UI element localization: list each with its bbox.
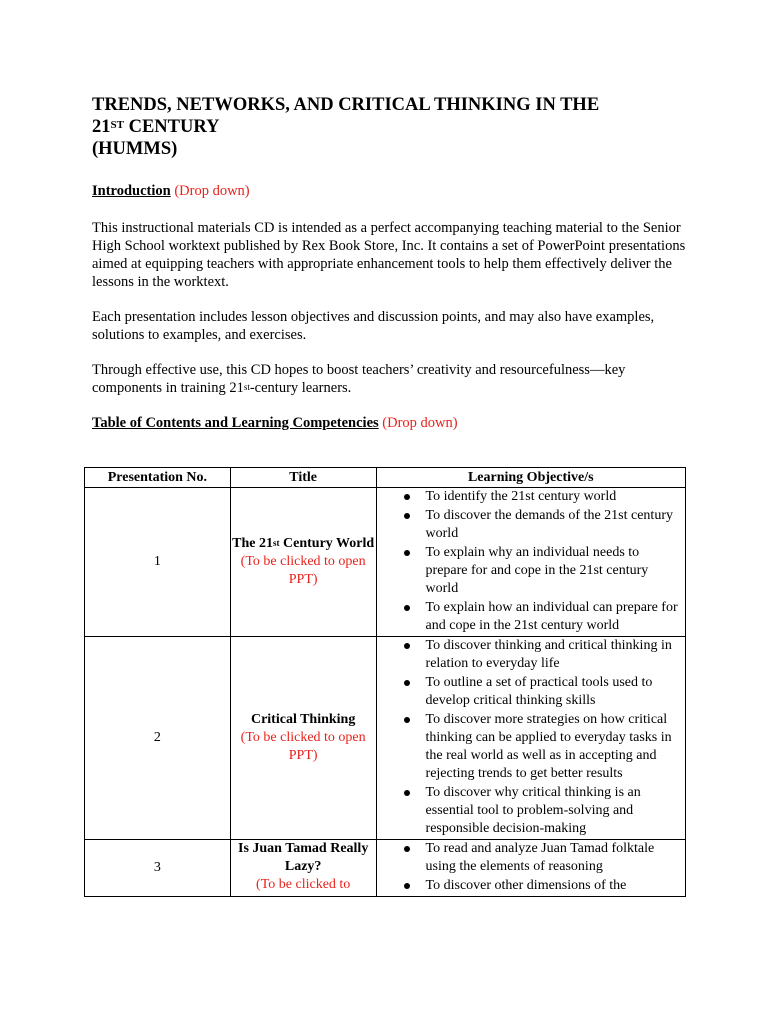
objectives-cell	[376, 840, 685, 897]
objectives-cell	[376, 488, 685, 637]
intro-paragraph-2: Each presentation includes lesson objectives and discussion points, and may also have examples, solutions to examples, and exercises.	[92, 309, 655, 343]
presentation-title-cell	[230, 840, 376, 897]
bullet-icon	[404, 605, 410, 611]
presentation-number: 1	[85, 488, 231, 637]
presentation-title: Critical Thinking	[250, 712, 356, 727]
header-presentation-number: Presentation No.	[85, 468, 231, 488]
objective-item	[377, 599, 685, 635]
objective-text: To discover other dimensions of the	[425, 878, 627, 893]
document-title	[92, 94, 712, 160]
intro-paragraph-3	[92, 361, 692, 397]
open-ppt-link[interactable]: (To be clicked to open PPT)	[240, 730, 366, 763]
title-century-word: CENTURY	[123, 117, 220, 137]
bullet-icon	[404, 513, 410, 519]
title-line-3: (HUMMS)	[92, 139, 178, 159]
title-century-suffix: ST	[110, 119, 124, 131]
objective-text: To discover more strategies on how critical thinking can be applied to everyday tasks in the real world as well as in accepting and rejecting trends to get better results	[425, 712, 672, 781]
bullet-icon	[404, 680, 410, 686]
presentation-title-cell	[230, 488, 376, 637]
objectives-list	[377, 840, 685, 895]
objective-text: To explain why an individual needs to prepare for and cope in the 21st century world	[425, 545, 649, 596]
bullet-icon	[404, 550, 410, 556]
table-row	[85, 488, 686, 637]
objective-text: To read and analyze Juan Tamad folktale using the elements of reasoning	[425, 841, 655, 874]
intro-paragraph-3-text: Through effective use, this CD hopes to boost teachers’ creativity and resourcefulness—key components in training 21	[92, 362, 626, 396]
objective-item	[377, 840, 685, 876]
objective-item	[377, 507, 685, 543]
introduction-label: Introduction	[92, 183, 171, 199]
objective-text: To discover why critical thinking is an essential tool to problem-solving and responsible decision-making	[425, 785, 641, 836]
toc-label: Table of Contents and Learning Competencies	[92, 415, 379, 431]
presentation-title: Is Juan Tamad Really Lazy?	[238, 841, 369, 874]
objective-text: To explain how an individual can prepare for and cope in the 21st century world	[425, 600, 678, 633]
objective-item	[377, 637, 685, 673]
objective-item	[377, 488, 685, 506]
title-line-2	[92, 116, 712, 138]
introduction-heading[interactable]	[92, 183, 250, 200]
presentation-title-cell	[230, 637, 376, 840]
presentation-title-text: The 21	[232, 536, 274, 551]
presentation-title-end: Century World	[279, 536, 375, 551]
header-title: Title	[230, 468, 376, 488]
bullet-icon	[404, 643, 410, 649]
presentation-number: 2	[85, 637, 231, 840]
presentation-number: 3	[85, 840, 231, 897]
title-line-1: TRENDS, NETWORKS, AND CRITICAL THINKING IN THE	[92, 95, 600, 115]
objective-item	[377, 877, 685, 895]
presentation-title	[231, 535, 376, 553]
objective-text: To outline a set of practical tools used to develop critical thinking skills	[425, 675, 653, 708]
bullet-icon	[404, 846, 410, 852]
table-row	[85, 637, 686, 840]
table-header-row	[85, 468, 686, 488]
objective-item	[377, 544, 685, 598]
presentation-title-suffix: st	[273, 538, 280, 548]
objective-item	[377, 711, 685, 783]
toc-table	[84, 467, 686, 897]
bullet-icon	[404, 494, 410, 500]
objectives-list	[377, 637, 685, 838]
objectives-list	[377, 488, 685, 635]
objective-text: To discover the demands of the 21st century world	[425, 508, 673, 541]
bullet-icon	[404, 717, 410, 723]
open-ppt-link[interactable]: (To be clicked to	[256, 877, 351, 892]
toc-dropdown[interactable]: (Drop down)	[378, 415, 458, 431]
objective-text: To identify the 21st century world	[425, 489, 617, 504]
header-objectives: Learning Objective/s	[376, 468, 685, 488]
title-century-number: 21	[92, 117, 111, 137]
introduction-dropdown[interactable]: (Drop down)	[170, 183, 250, 199]
toc-heading[interactable]	[92, 415, 458, 432]
bullet-icon	[404, 883, 410, 889]
objective-item	[377, 784, 685, 838]
table-row	[85, 840, 686, 897]
objectives-cell	[376, 637, 685, 840]
open-ppt-link[interactable]: (To be clicked to open PPT)	[240, 554, 366, 587]
intro-paragraph-3-suffix: st	[243, 382, 250, 392]
intro-paragraph-1: This instructional materials CD is intended as a perfect accompanying teaching material to the Senior High School worktext published by Rex Book Store, Inc. It contains a set of PowerPoint presentations aimed at equipping teachers with appropriate enhancement tools to help them effectively deliver the lessons in the worktext.	[92, 220, 686, 290]
objective-item	[377, 674, 685, 710]
objective-text: To discover thinking and critical thinking in relation to everyday life	[425, 638, 672, 671]
bullet-icon	[404, 790, 410, 796]
intro-paragraph-3-end: -century learners.	[249, 380, 352, 396]
